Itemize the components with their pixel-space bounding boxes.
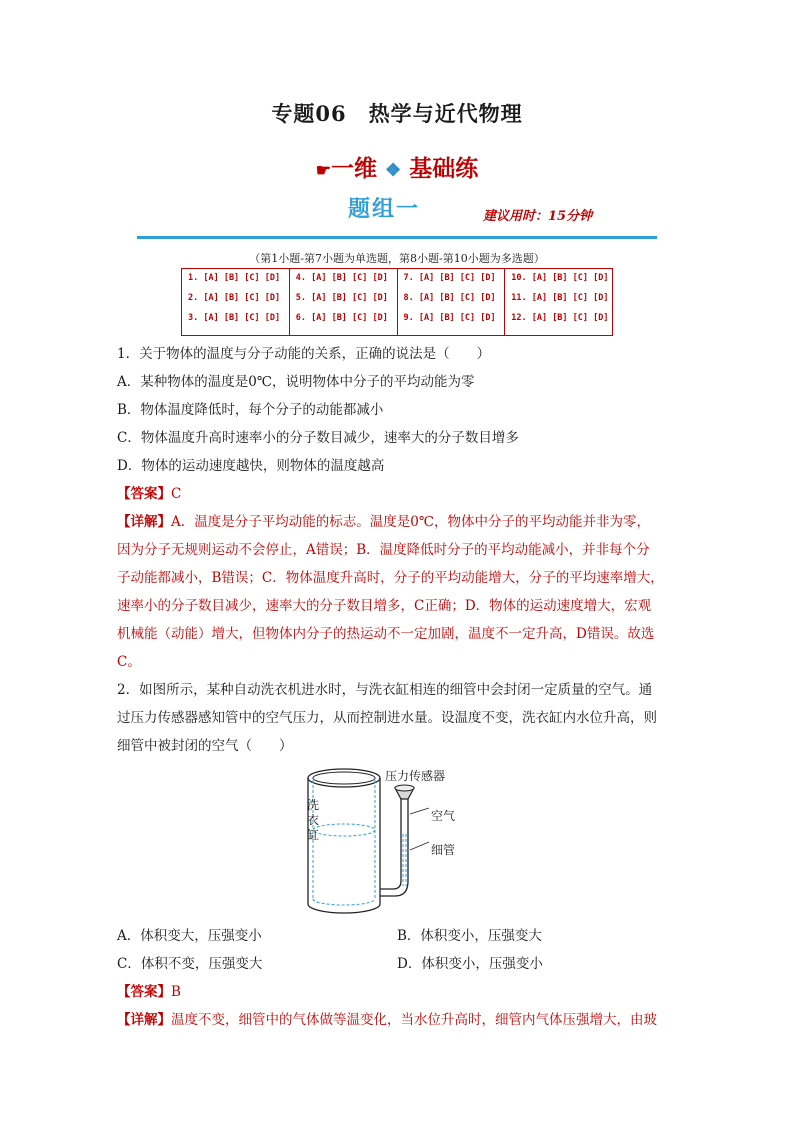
detail-text: A．温度是分子平均动能的标志。温度是0℃，物体中分子的平均动能并非为零，: [171, 514, 650, 530]
section-right-label: 基础练: [409, 155, 479, 182]
answer-choice-row[interactable]: 7. [A] [B] [C] [D]: [403, 273, 496, 283]
question-1-option-b: B．物体温度降低时，每个分子的动能都减小: [117, 402, 384, 418]
group-title: 题组一: [348, 197, 421, 222]
question-1-option-a: A．某种物体的温度是0℃，说明物体中分子的平均动能为零: [117, 374, 475, 390]
tub-label-char: 缸: [307, 828, 320, 842]
question-1-detail-line: C。: [117, 654, 141, 670]
answer-choice-row[interactable]: 3. [A] [B] [C] [D]: [188, 313, 281, 323]
answer-choice-row[interactable]: 9. [A] [B] [C] [D]: [403, 313, 496, 323]
question-2-options-row: [117, 950, 687, 978]
question-2-stem-line: 2．如图所示，某种自动洗衣机进水时，与洗衣缸相连的细管中会封闭一定质量的空气。通: [117, 682, 653, 698]
answer-tag: 【答案】: [117, 486, 171, 502]
answer-value: B: [171, 984, 181, 1000]
detail-tag: 【详解】: [117, 1012, 171, 1028]
answer-choice-row[interactable]: 11. [A] [B] [C] [D]: [511, 293, 609, 303]
answer-tag: 【答案】: [117, 984, 171, 1000]
question-content: [117, 340, 687, 1034]
question-2-option-d: D．体积变小，压强变小: [397, 956, 543, 972]
answer-grid-column: [398, 269, 506, 335]
question-2-options-row: [117, 922, 687, 950]
question-2-stem-line: 细管中被封闭的空气（ ）: [117, 738, 293, 754]
divider: [137, 236, 657, 239]
question-2-answer: [117, 978, 687, 1006]
section-heading: [0, 150, 794, 183]
question-1-detail-line: 速率小的分子数目减少，速率大的分子数目增多，C正确；D．物体的运动速度增大，宏观: [117, 598, 652, 614]
answer-value: C: [171, 486, 182, 502]
detail-text: 温度不变，细管中的气体做等温变化，当水位升高时，细管内气体压强增大，由玻: [171, 1012, 657, 1028]
pressure-sensor-label: 压力传感器: [385, 769, 446, 783]
question-1-detail-line: 因为分子无规则运动不会停止，A错误；B．温度降低时分子的平均动能减小，并非每个分: [117, 542, 650, 558]
question-2-detail-line: [117, 1006, 687, 1034]
suggested-time: 建议用时：15分钟: [483, 209, 593, 224]
answer-choice-row[interactable]: 5. [A] [B] [C] [D]: [295, 293, 388, 303]
answer-choice-row[interactable]: 4. [A] [B] [C] [D]: [295, 273, 388, 283]
question-1-answer: [117, 480, 687, 508]
question-2-option-a: A．体积变大，压强变小: [117, 928, 262, 944]
air-label: 空气: [431, 809, 456, 823]
question-1-detail-line: 机械能（动能）增大，但物体内分子的热运动不一定加剧，温度不一定升高，D错误。故选: [117, 626, 655, 642]
question-1-detail-line: [117, 508, 687, 536]
page-title: 专题06 热学与近代物理: [271, 101, 523, 126]
question-1-detail-line: 子动能都减小，B错误；C．物体温度升高时，分子的平均动能增大，分子的平均速率增大，: [117, 570, 664, 586]
question-2-option-b: B．体积变小，压强变大: [397, 928, 542, 944]
answer-choice-row[interactable]: 2. [A] [B] [C] [D]: [188, 293, 281, 303]
section-left-label: 一维: [331, 155, 378, 182]
thin-tube-label: 细管: [431, 843, 456, 857]
answer-grid-column: [182, 269, 290, 335]
answer-sheet-grid: [181, 268, 613, 336]
answer-choice-row[interactable]: 6. [A] [B] [C] [D]: [295, 313, 388, 323]
detail-tag: 【详解】: [117, 514, 171, 530]
question-type-note: （第1小题-第7小题为单选题，第8小题-第10小题为多选题）: [249, 252, 545, 265]
washing-tub-label: [307, 798, 319, 843]
question-1-option-d: D．物体的运动速度越快，则物体的温度越高: [117, 458, 385, 474]
pointing-hand-icon: ☛: [315, 161, 332, 181]
tub-label-char: 衣: [307, 813, 320, 827]
question-1-stem: 1．关于物体的温度与分子动能的关系，正确的说法是（ ）: [117, 346, 491, 362]
question-2-stem-line: 过压力传感器感知管中的空气压力，从而控制进水量。设温度不变，洗衣缸内水位升高，则: [117, 710, 657, 726]
answer-choice-row[interactable]: 10. [A] [B] [C] [D]: [511, 273, 609, 283]
answer-choice-row[interactable]: 1. [A] [B] [C] [D]: [188, 273, 281, 283]
question-2-option-c: C．体积不变，压强变大: [117, 956, 263, 972]
washing-machine-figure: [117, 760, 687, 922]
answer-choice-row[interactable]: 12. [A] [B] [C] [D]: [511, 313, 609, 323]
answer-grid-column: [505, 269, 612, 335]
answer-grid-column: [290, 269, 398, 335]
question-1-option-c: C．物体温度升高时速率小的分子数目减少，速率大的分子数目增多: [117, 430, 519, 446]
tub-label-char: 洗: [307, 798, 320, 812]
diamond-icon: ❖: [385, 160, 402, 181]
answer-choice-row[interactable]: 8. [A] [B] [C] [D]: [403, 293, 496, 303]
